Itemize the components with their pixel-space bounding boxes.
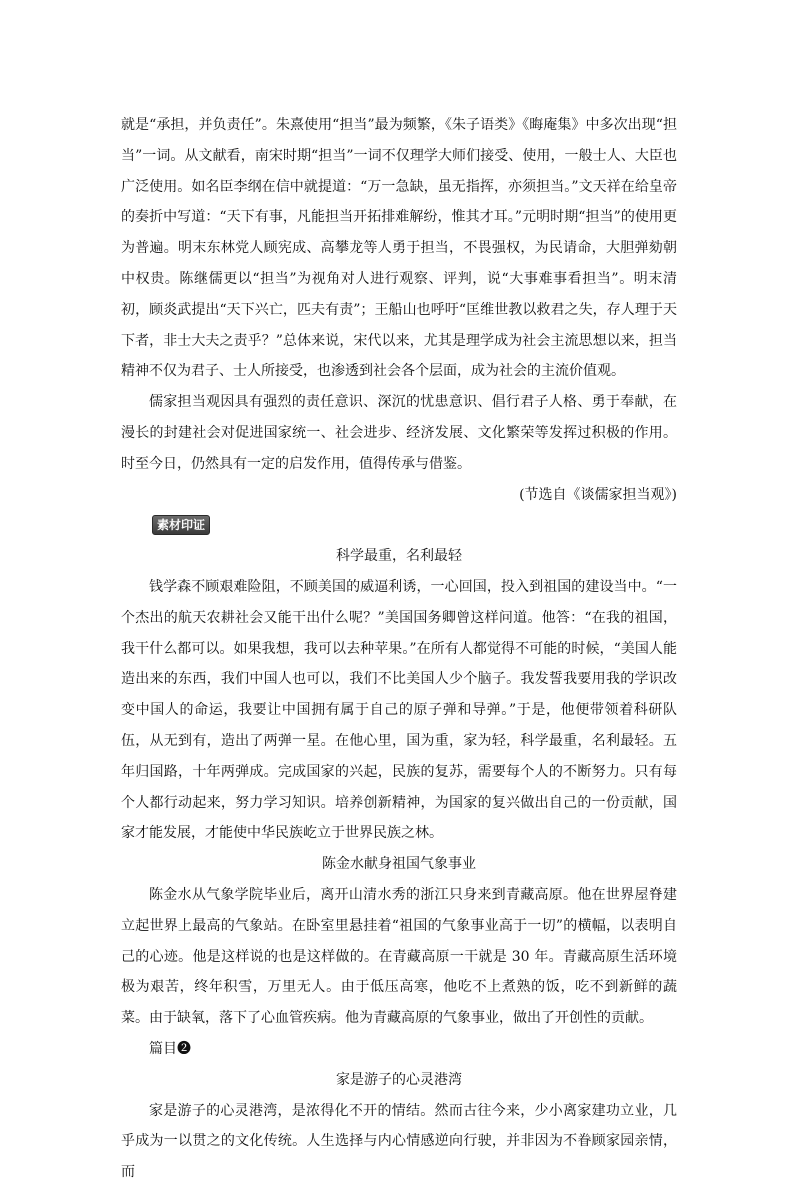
material-badge: 素材印证 — [152, 515, 210, 535]
story-title-3: 家是游子的心灵港湾 — [336, 1071, 462, 1088]
paragraph-history: 就是“承担，并负责任”。朱熹使用“担当”最为频繁，《朱子语类》《晦庵集》中多次出现“担当”一词。从文献看，南宋时期“担当”一词不仅理学大师们接受、使用，一般士人、大臣也广泛使用。如名臣李纲在信中就提道：“万一急缺，虽无指挥，亦须担当。”文天祥在给皇帝的奏折中写道：“天下有事，凡能担当开拓排难解纷，惟其才耳。”元明时期“担当”的使用更为普遍。明末东林党人顾宪成、高攀龙等人勇于担当，不畏强权，为民请命，大胆弹劾朝中权贵。陈继儒更以“担当”为视角对人进行观察、评判，说“大事难事看担当”。明末清初，顾炎武提出“天下兴亡，匹夫有责”；王船山也呼吁“匡维世教以救君之失，存人理于天下者，非士大夫之责乎？”总体来说，宋代以来，尤其是理学成为社会主流思想以来，担当精神不仅为君子、士人所接受，也渗透到社会各个层面，成为社会的主流价值观。 — [121, 117, 677, 380]
story-body-2: 陈金水从气象学院毕业后，离开山清水秀的浙江只身来到青藏高原。他在世界屋脊建立起世界上最高的气象站。在卧室里悬挂着“祖国的气象事业高于一切”的横幅，以表明自己的心迹。他是这样说的也是这样做的。在青藏高原一干就是 30 年。青藏高原生活环境极为艰苦，终年积雪，万里无人。由于低压高寒，他吃不上煮熟的饭，吃不到新鲜的蔬菜。由于缺氧，落下了心血管疾病。他为青藏高原的气象事业，做出了开创性的贡献。 — [121, 886, 677, 1027]
story-body-1: 钱学森不顾艰难险阻，不顾美国的威逼利诱，一心回国，投入到祖国的建设当中。“一个杰出的航天农耕社会又能干出什么呢？”美国国务卿曾这样问道。他答：“在我的祖国，我干什么都可以。如果我想，我可以去种苹果。”在所有人都觉得不可能的时候，“美国人能造出来的东西，我们中国人也可以，我们不比美国人少个脑子。我发誓我要用我的学识改变中国人的命运，我要让中国拥有属于自己的原子弹和导弹。”于是，他便带领着科研队伍，从无到有，造出了两弹一星。在他心里，国为重，家为轻，科学最重，名利最轻。五年归国路，十年两弹成。完成国家的兴起，民族的复苏，需要每个人的不断努力。只有每个人都行动起来，努力学习知识。培养创新精神，为国家的复兴做出自己的一份贡献，国家才能发展，才能使中华民族屹立于世界民族之林。 — [121, 578, 677, 842]
paragraph-conclusion: 儒家担当观因具有强烈的责任意识、深沉的忧患意识、倡行君子人格、勇于奉献，在漫长的封建社会对促进国家统一、社会进步、经济发展、文化繁荣等发挥过积极的作用。时至今日，仍然具有一定的启发作用，值得传承与借鉴。 — [121, 394, 677, 472]
source-citation: (节选自《谈儒家担当观》) — [519, 486, 677, 503]
story-title-1: 科学最重，名利最轻 — [336, 548, 462, 565]
document-page — [121, 110, 677, 1188]
story-body-3: 家是游子的心灵港湾，是浓得化不开的情结。然而古往今来，少小离家建功立业，几乎成为一以贯之的文化传统。人生选择与内心情感逆向行驶，并非因为不眷顾家园亲情，而 — [121, 1102, 677, 1181]
badge-row — [121, 510, 677, 541]
story-title-2: 陈金水献身祖国气象事业 — [322, 856, 476, 873]
section-label: 篇目❷ — [149, 1040, 191, 1057]
